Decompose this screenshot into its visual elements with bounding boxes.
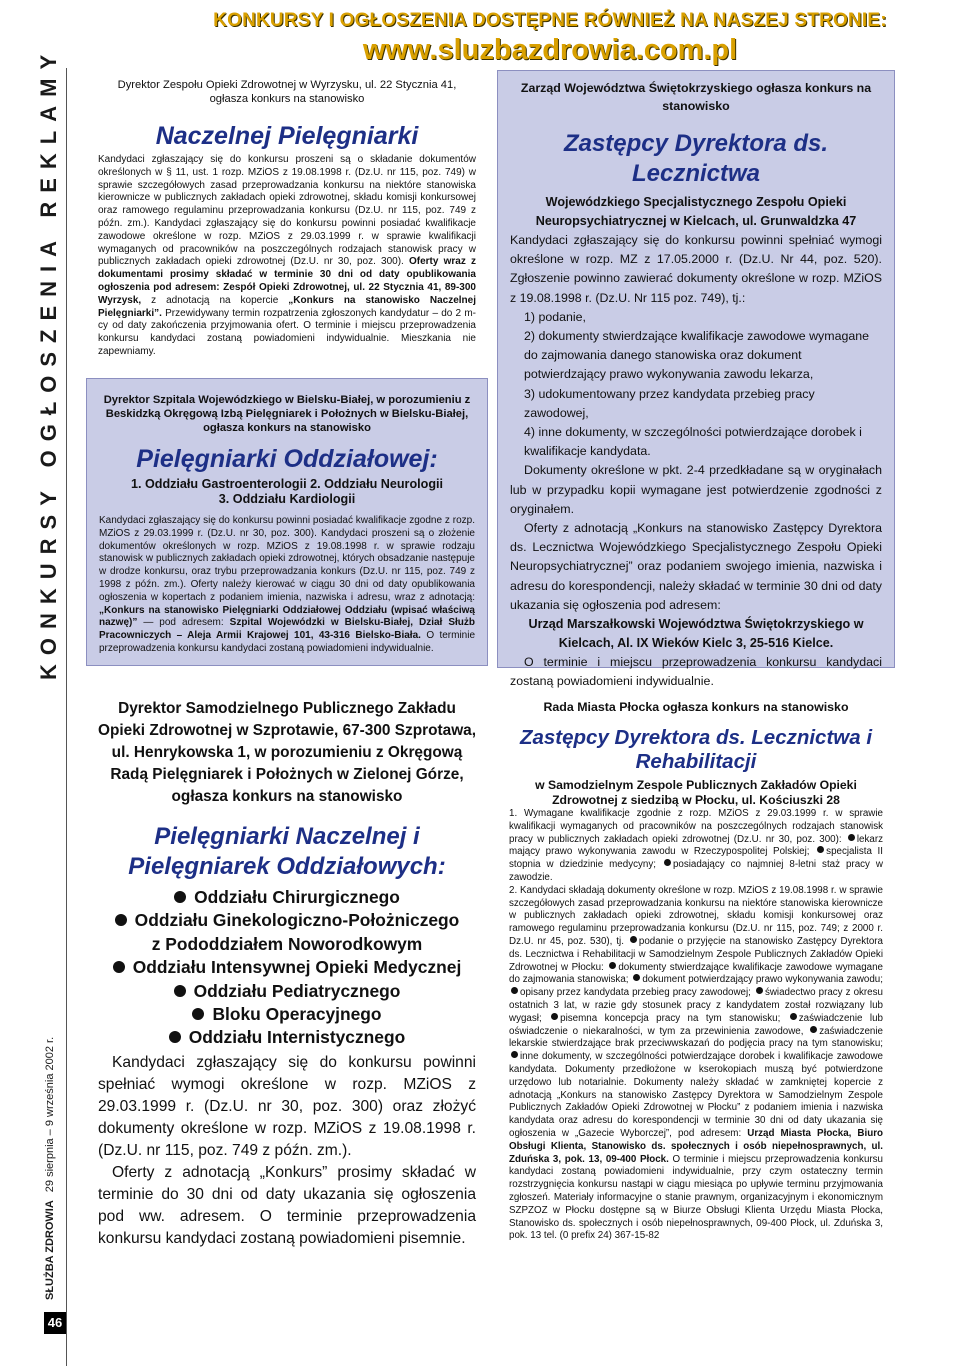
bullet-icon <box>630 936 637 943</box>
ad2-address: Szpital Wojewódzki w Bielsku-Białej, Dział Służb Pracowniczych – Aleja Armii Krajowej 101, 43-316 Bielsko-Biała. <box>99 617 475 642</box>
ad4-ward-6-label: Bloku Operacyjnego <box>212 1004 382 1025</box>
ad-wyrzysk <box>86 70 488 364</box>
bullet-icon <box>551 1013 558 1020</box>
ad2-wards-1: 1. Oddziału Gastroenterologii 2. Oddziału Neurologii <box>130 477 444 491</box>
ad5-req2: 2. Kandydaci składają dokumenty określone w rozp. MZiOS z 19.08.1998 r. w sprawie szczegółowych zasad przeprowadzania konkursu na niektóre stanowiska kierownicze w publicznych zakładach opieki zdrowotnej, składu komisji konkursowej oraz ramowego regulaminu przeprowadzania konkursu (Dz.U. nr 115, poz. 749; z 2000 r. Dz.U. nr 45, poz. 530), tj. <box>509 884 883 947</box>
ad5-req2-c: dokument potwierdzający prawo wykonywania zawodu; <box>642 974 883 986</box>
ad2-body <box>99 515 475 656</box>
ad3-list <box>510 308 882 462</box>
ad4-body1: Kandydaci zgłaszający się do konkursu powinni spełniać wymogi określone w rozp. MZiOS z 29.03.1999 r. (Dz.U. nr 30, poz. 300) oraz złożyć dokumenty określone w rozp. MZiOS z 19.08.1998 r. (Dz.U. nr 115, poz. 749 z późn. zm.). <box>98 1053 476 1159</box>
ad-kielce <box>497 70 895 689</box>
ad2-body3: O terminie przeprowadzenia konkursu kandydaci zostaną powiadomieni indywidualnie. <box>99 630 476 654</box>
issue-date: 29 sierpnia – 9 września 2002 r. <box>44 1036 56 1193</box>
ad-plock <box>497 692 895 1292</box>
ad3-subtitle: Wojewódzkiego Specjalistycznego Zespołu Opieki Neuropsychiatrycznej w Kielcach, ul. Grunwaldzka 47 <box>535 195 857 228</box>
ad4-intro: Dyrektor Samodzielnego Publicznego Zakładu Opieki Zdrowotnej w Szprotawie, 67-300 Szprotawa, ul. Henrykowska 1, w porozumieniu z Okręgową Radą Pielęgniarek i Położnych w Zielonej Górze, ogłasza konkurs na stanowisko <box>98 700 477 805</box>
ad3-body4: O terminie i miejscu przeprowadzenia konkursu kandydaci zostaną powiadomieni indywidualnie. <box>510 655 882 689</box>
ad3-body2: Dokumenty określone w pkt. 2-4 przedkładane są w oryginałach lub w przypadku kopii wymagane jest potwierdzenie zgodności z oryginałem. <box>510 463 882 516</box>
page-number: 46 <box>44 1312 66 1334</box>
ad-bielsko <box>86 378 488 666</box>
bullet-icon <box>848 834 855 841</box>
ad5-req2-h: zaświadczenie lekarskie stwierdzające brak przeciwwskazań do podjęcia pracy na tym stanowisku; <box>509 1025 883 1050</box>
bullet-icon <box>192 1008 204 1020</box>
header-line-1: KONKURSY I OGŁOSZENIA DOSTĘPNE RÓWNIEŻ NA NASZEJ STRONIE: <box>213 10 887 31</box>
ad1-body2: z adnotacją na kopercie <box>151 294 279 306</box>
ad5-req1: 1. Wymagane kwalifikacje zgodnie z rozp. MZiOS z 29.03.1999 r. w sprawie kwalifikacji wymaganych od pracowników na poszczególnych rodzajach stanowisk pracy w publicznych zakładach opieki zdrowotnej (Dz.U. nr 30, poz. 300): <box>509 808 883 845</box>
ad4-title: Pielęgniarki Naczelnej i Pielęgniarek Oddziałowych: <box>128 823 446 880</box>
bullet-icon <box>511 987 518 994</box>
ad1-body-bold: Oferty wraz z dokumentami prosimy składać w terminie 30 dni od daty opublikowania ogłoszenia pod adresem: Zespół Opieki Zdrowotnej, ul. 22 Stycznia 41, 89-300 Wyrzysk, <box>98 256 476 306</box>
ad4-ward-6 <box>98 1003 476 1026</box>
ad4-ward-7 <box>98 1026 476 1049</box>
divider-line <box>66 68 67 1366</box>
ad5-req2-i: inne dokumenty, w szczególności potwierdzające dorobek i kwalifikacje zawodowe kandydata. <box>509 1051 883 1075</box>
bullet-icon <box>664 859 671 866</box>
ad4-wards <box>98 886 476 1050</box>
ad2-body1: Kandydaci zgłaszający się do konkursu powinni posiadać kwalifikacje zgodne z rozp. MZiOS z 29.03.1999 r. (Dz.U. nr 30, poz. 300). Kandydaci proszeni są o złożenie dokumentów określonych w rozp. MZiOS z 19.08.1998 r. w sprawie rodzaju stanowisk w publicznych zakładach opieki zdrowotnej, których obsadzanie następuje w drodze konkursu, oraz trybu przeprowadzania konkurs (Dz.U. nr 115, poz. 749 z 1998 z późn. zm.). Oferty należy kierować w ciągu 30 dni od daty opublikowania ogłoszenia w kopertach z podaniem imienia, nazwiska i adresu, wraz z adnotacją: <box>99 515 475 603</box>
ad1-intro: Dyrektor Zespołu Opieki Zdrowotnej w Wyrzysku, ul. 22 Stycznia 41, ogłasza konkurs na stanowisko <box>117 79 457 105</box>
ad2-body2: — pod adresem: <box>143 617 224 629</box>
ad5-address: Urząd Miasta Płocka, Biuro Obsługi Klienta, Stanowisko ds. społecznych i osób niepełnosprawnych, ul. Zduńska 3, pok. 13, 09-400 Płock. <box>509 1127 883 1165</box>
ad5-req2-f: pisemna koncepcja pracy na tym stanowisku; <box>560 1012 781 1024</box>
ad1-body3: Przewidywany termin rozpatrzenia zgłoszonych kandydatur – do 2 m-cy od daty zakończenia przyjmowania ofert. O terminie i miejscu przeprowadzenia konkursu kandydaci zostaną powiadomieni indywidualnie. Mieszkania nie zapewniamy. <box>98 307 476 357</box>
ad2-title: Pielęgniarki Oddziałowej: <box>136 445 438 473</box>
ad3-item-2: 2) dokumenty stwierdzające kwalifikacje zawodowe wymagane do zajmowania danego stanowiska oraz dokument potwierdzający prawo wykonywania zawodu lekarza, <box>524 329 870 382</box>
ad3-intro: Zarząd Województwa Świętokrzyskiego ogłasza konkurs na stanowisko <box>520 81 872 113</box>
section-label: KONKURSY OGŁOSZENIA REKLAMY <box>36 45 61 680</box>
ad4-ward-5-label: Oddziału Pediatrycznego <box>193 980 401 1001</box>
ad1-body1: Kandydaci zgłaszający się do konkursu proszeni są o składanie dokumentów określonych w § 11, ust. 1 rozp. MZiOS z 19.08.1998 r. (Dz.U. nr 115, poz. 749) w sprawie szczegółowych zasad przeprowadzania konkursu na niektóre stanowiska kierownicze w publicznych zakładach opieki zdrowotnej, składu komisji konkursowej oraz ramowego regulaminu przeprowadzania konkursu (Dz.U. nr 115, poz. 749 z późn. zm.). Kandydaci zgłaszający się do konkursu powinni posiadać kwalifikacje zawodowe określone w rozp. MZiOS z 29.03.1999 r. w sprawie kwalifikacji wymaganych od pracowników na poszczególnych rodzajach stanowisk pracy w publicznych zakładach opieki zdrowotnej (Dz.U. nr 30, poz. 300). <box>98 154 476 268</box>
ad5-req1-b: specjalista II stopnia w dziedzinie medycyny; <box>509 846 883 871</box>
bullet-icon <box>810 1026 817 1033</box>
bullet-icon <box>756 987 763 994</box>
bullet-icon <box>609 962 616 969</box>
ad5-req1-c: posiadający co najmniej 8-letni staż pracy w zawodzie. <box>509 859 883 883</box>
ad4-ward-2 <box>98 909 476 932</box>
publication-name: SŁUŻBA ZDROWIA <box>44 1200 56 1300</box>
bullet-icon <box>817 846 824 853</box>
ad4-ward-2-label: Oddziału Ginekologiczno-Położniczego <box>134 910 460 931</box>
ad5-intro: Rada Miasta Płocka ogłasza konkurs na stanowisko <box>543 700 849 714</box>
bullet-icon <box>174 891 186 903</box>
ad2-body-bold: „Konkurs na stanowisko Pielęgniarki Oddziałowej Oddziału (wpisać właściwą nazwę)” <box>99 604 475 629</box>
bullet-icon <box>113 961 125 973</box>
ad3-item-4: 4) inne dokumenty, w szczególności potwierdzające dorobek i kwalifikacje kandydata. <box>524 425 862 459</box>
ad-szprotawa <box>86 690 488 1330</box>
ad5-title: Zastępcy Dyrektora ds. Lecznictwa i Rehabilitacji <box>519 726 873 773</box>
bullet-icon <box>174 985 186 997</box>
ad5-body1: Dokumenty przedłożone w kserokopiach muszą być potwierdzone urzędowo lub notarialnie. Dokumenty należy składać w zamkniętej kopercie z adnotacją „Konkurs na stanowisko Zastępcy Dyrektora w Samodzielnym Zespole Publicznych Zakładów Opieki Zdrowotnej w Płocku” z podaniem imienia i nazwiska kandydata oraz adresu do korespondencji w terminie 30 dni od daty ukazania się ogłoszenia w „Gazecie Wyborczej”, pod adresem: <box>509 1063 883 1139</box>
ad3-title: Zastępcy Dyrektora ds. Lecznictwa <box>563 130 829 187</box>
ad4-body2: Oferty z adnotacją „Konkurs” prosimy składać w terminie do 30 dni od daty ukazania się ogłoszenia pod ww. adresem. O terminie przeprowadzenia konkursu kandydaci zostaną powiadomieni pisemnie. <box>98 1163 476 1247</box>
bullet-icon <box>633 974 640 981</box>
ad4-ward-4 <box>98 956 476 979</box>
ad5-req2-a: podanie o przyjęcie na stanowisko Zastępcy Dyrektora ds. Lecznictwa i Rehabilitacji w Samodzielnym Zespole Publicznych Zakładów Opieki Zdrowotnej w Płocku: <box>509 935 883 973</box>
ad4-ward-1-label: Oddziału Chirurgicznego <box>194 887 400 907</box>
ad4-ward-1 <box>98 886 476 909</box>
ad4-ward-4-label: Oddziału Intensywnej Opieki Medycznej <box>132 957 462 978</box>
ad3-body3: Oferty z adnotacją „Konkurs na stanowisko Zastępcy Dyrektora ds. Lecznictwa Wojewódzkiego Specjalistycznego Zespołu Opieki Neuropsychiatrycznej” oraz podaniem swojego imienia, nazwiska i adresu do korespondencji, należy składać w terminie 30 dni od daty ukazania się ogłoszenia pod adresem: <box>510 521 882 612</box>
ad5-req2-d: opisany przez kandydata przebieg pracy zawodowej; <box>520 987 751 999</box>
ad5-req2-e: świadectwo pracy z okresu ostatnich 3 lat, w razie gdy stosunek pracy z kandydatem został rozwiązany lub wygasł; <box>509 987 883 1024</box>
ad3-body1: Kandydaci zgłaszający się do konkursu powinni spełniać wymogi określone w rozp. MZ z 17.05.2000 r. (Dz.U. Nr 44, poz. 520). Zgłoszenie powinno zawierać dokumenty określone w rozp. MZiOS z 19.08.1998 r. (Dz.U. Nr 115 poz. 749), tj.: <box>510 233 882 305</box>
ad5-req2-b: dokumenty stwierdzające kwalifikacje zawodowe wymagane do zajmowania stanowiska; <box>509 961 884 986</box>
bullet-icon <box>115 914 127 926</box>
header-website[interactable]: www.sluzbazdrowia.com.pl <box>362 34 738 66</box>
ad4-ward-3 <box>98 933 476 956</box>
bullet-icon <box>790 1013 797 1020</box>
ad1-body2-bold: „Konkurs na stanowisko Naczelnej Pielęgniarki”. <box>98 294 476 319</box>
ad3-item-1: 1) podanie, <box>524 309 587 324</box>
ad4-ward-3-label: z Pododdziałem Noworodkowym <box>151 933 423 954</box>
ad5-subtitle: w Samodzielnym Zespole Publicznych Zakładów Opieki Zdrowotnej z siedzibą w Płocku, ul. Kościuszki 28 <box>535 778 857 807</box>
ad5-body <box>509 808 883 1243</box>
bullet-icon <box>511 1051 518 1058</box>
ad2-wards-2: 3. Oddziału Kardiologii <box>218 492 356 506</box>
ad3-item-3: 3) udokumentowany przez kandydata przebieg pracy zawodowej, <box>524 386 815 420</box>
publication-line <box>44 1030 64 1300</box>
bullet-icon <box>169 1031 181 1043</box>
ad1-title: Naczelnej Pielęgniarki <box>155 122 419 150</box>
ad4-ward-7-label: Oddziału Internistycznego <box>188 1027 406 1048</box>
ad5-req1-a: lekarz mający prawo wykonywania zawodu w Rzeczypospolitej Polskiej; <box>509 833 883 858</box>
ad1-body <box>98 154 476 359</box>
ad5-req2-g: zaświadczenie lub oświadczenie o niekaralności, w tym za przewinienia zawodowe, <box>509 1012 883 1037</box>
ad5-body2: O terminie i miejscu przeprowadzenia konkursu kandydaci zostaną powiadomieni indywidualnie, przy czym ostateczny termin rozstrzygnięcia konkursu nastąpi w ciągu miesiąca po upływie terminu przyjmowania zgłoszeń. Materiały informacyjne o stanie prawnym, organizacyjnym i ekonomicznym SZPZOZ w Płocku dostępne są w Biurze Obsługi Klienta Urzędu Miasta Płocka, Stanowisko ds. społecznych i osób niepełnosprawnych, 09-400 Płock, ul. Zduńska 3, pok. 13 tel. (0 prefix 24) 367-15-82 <box>509 1153 883 1242</box>
ad3-address: Urząd Marszałkowski Województwa Świętokrzyskiego w Kielcach, Al. IX Wieków Kielc 3, 25-516 Kielce. <box>528 617 864 651</box>
ad4-ward-5 <box>98 980 476 1003</box>
ad2-intro: Dyrektor Szpitala Wojewódzkiego w Bielsku-Białej, w porozumieniu z Beskidzką Okręgową Izbą Pielęgniarek i Położnych w Bielsku-Białej, ogłasza konkurs na stanowisko <box>103 394 471 434</box>
